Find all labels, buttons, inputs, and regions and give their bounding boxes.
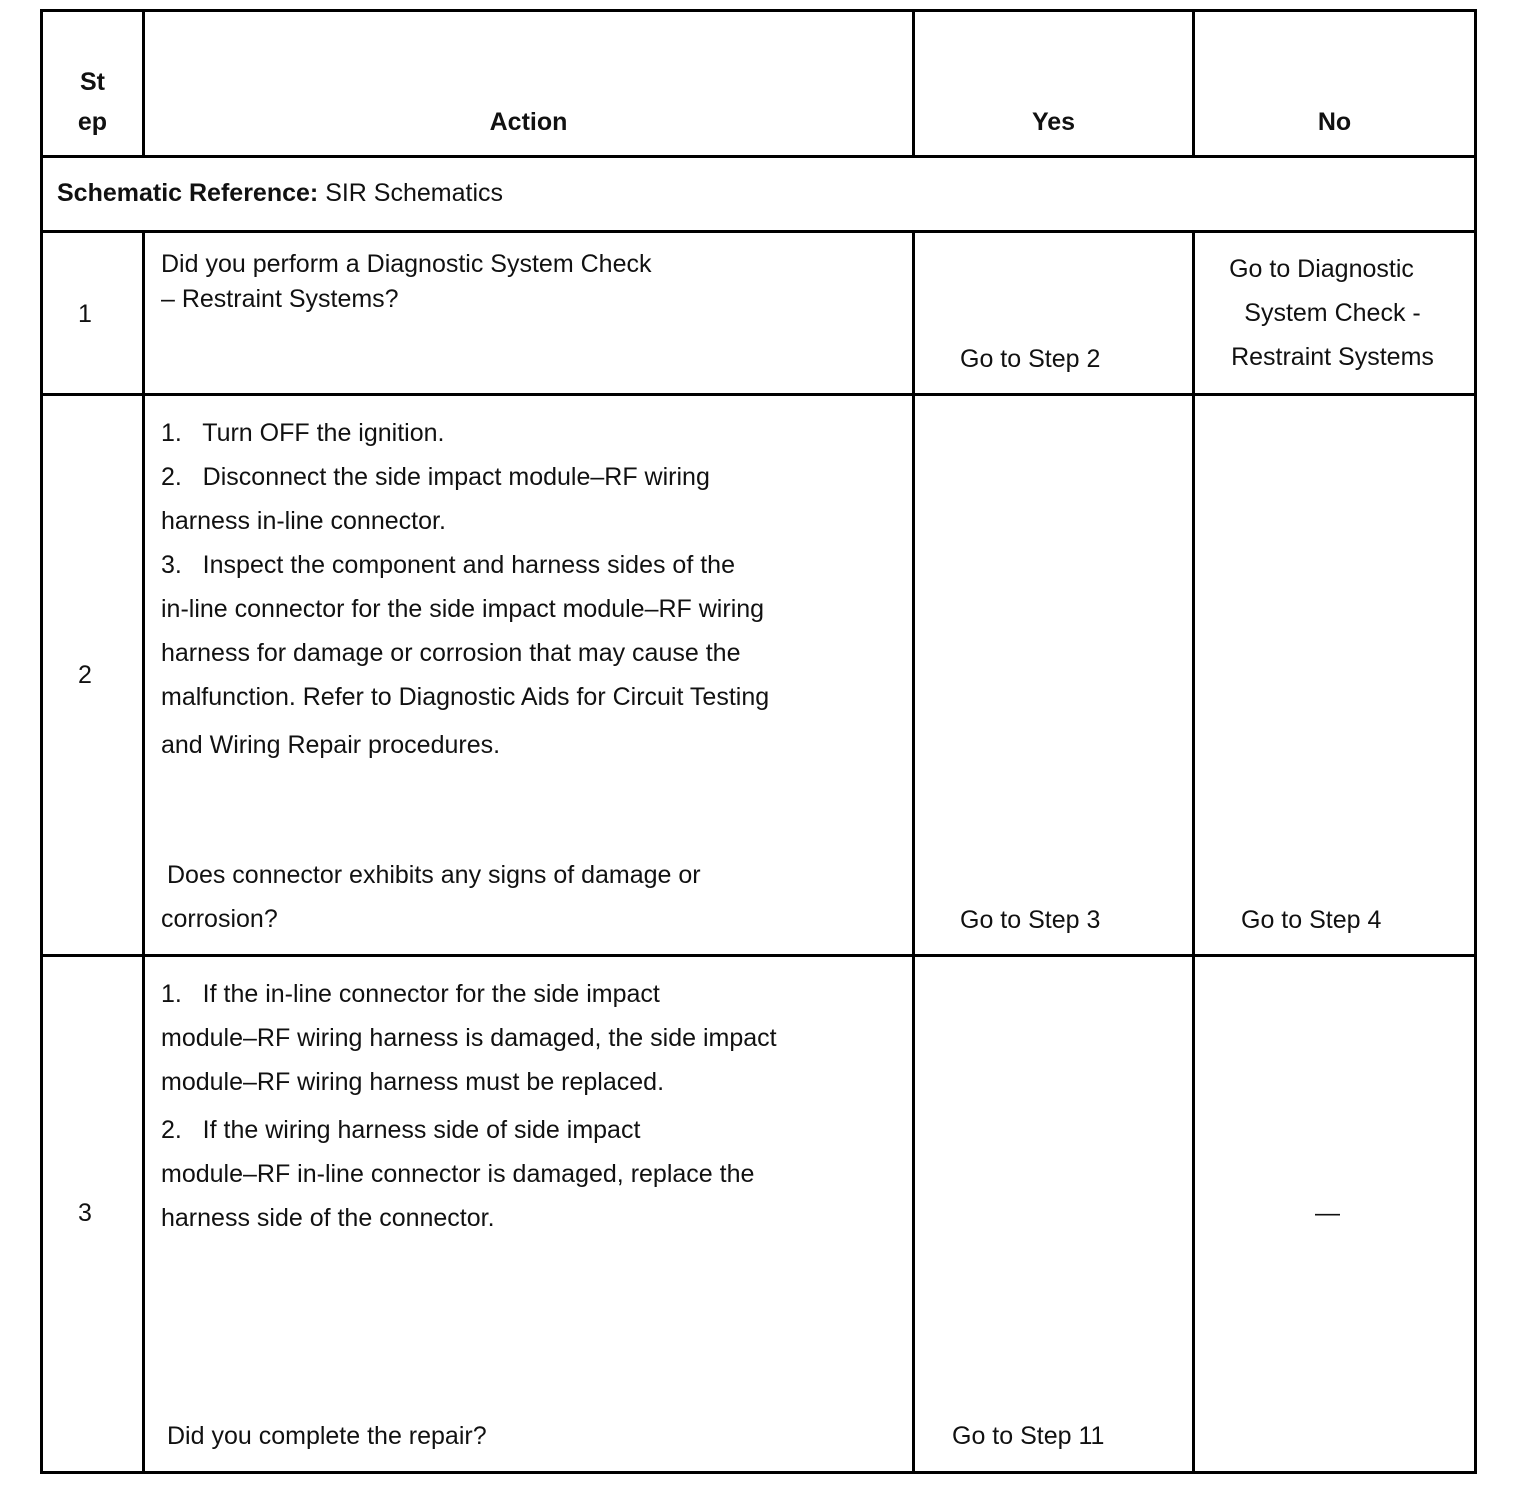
header-step: [40, 62, 145, 142]
action-cell: [161, 972, 777, 1240]
header-yes: Yes: [1031, 108, 1076, 136]
action-line: malfunction. Refer to Diagnostic Aids for Circuit Testing: [161, 683, 770, 711]
action-line: harness for damage or corrosion that may cause the: [161, 639, 741, 667]
header-no: No: [1317, 108, 1352, 136]
no-result: [1195, 247, 1470, 379]
action-line: 2. If the wiring harness side of side impact: [161, 1116, 641, 1144]
schematic-divider: [40, 230, 1477, 233]
table-border-left: [40, 9, 43, 1474]
no-result: Go to Step 4: [1241, 906, 1382, 934]
step-number: 1: [78, 300, 92, 328]
yes-result: Go to Step 2: [960, 345, 1101, 373]
no-result-line: Go to Diagnostic: [1229, 255, 1414, 283]
action-cell: [161, 247, 651, 317]
step-number: 3: [78, 1199, 92, 1227]
action-line: Did you perform a Diagnostic System Check: [161, 250, 652, 278]
no-result: —: [1315, 1199, 1340, 1227]
diagnostic-table: [40, 9, 1477, 1474]
yes-result: Go to Step 11: [952, 1422, 1105, 1450]
row-2-divider: [40, 954, 1477, 957]
action-question: [161, 853, 701, 941]
action-line: module–RF in-line connector is damaged, replace the: [161, 1160, 755, 1188]
schematic-reference: [57, 171, 503, 215]
row-1-divider: [40, 393, 1477, 396]
step-number: 2: [78, 661, 92, 689]
header-step-line: St: [80, 68, 105, 96]
action-line: 3. Inspect the component and harness sides of the: [161, 551, 735, 579]
action-line: harness side of the connector.: [161, 1204, 495, 1232]
action-line: 1. Turn OFF the ignition.: [161, 419, 445, 447]
no-result-line: System Check -: [1244, 299, 1421, 327]
table-border-bottom: [40, 1471, 1477, 1474]
table-border-right: [1474, 9, 1477, 1474]
header-step-line: ep: [77, 108, 108, 136]
yes-column-divider: [1192, 230, 1195, 1474]
action-line: module–RF wiring harness must be replaced.: [161, 1068, 665, 1096]
action-line: module–RF wiring harness is damaged, the side impact: [161, 1024, 777, 1052]
schematic-reference-value: SIR Schematics: [325, 179, 504, 207]
action-cell: [161, 411, 769, 767]
no-result-line: Restraint Systems: [1231, 343, 1434, 371]
header-divider: [40, 155, 1477, 158]
yes-result: Go to Step 3: [960, 906, 1101, 934]
action-line: 1. If the in-line connector for the side impact: [161, 980, 660, 1008]
action-line: in-line connector for the side impact module–RF wiring: [161, 595, 765, 623]
action-line: – Restraint Systems?: [161, 285, 399, 313]
action-column-divider: [912, 230, 915, 1474]
action-line: and Wiring Repair procedures.: [161, 731, 501, 759]
question-line: corrosion?: [161, 905, 278, 933]
action-question: Did you complete the repair?: [167, 1422, 487, 1450]
header-action: Action: [489, 108, 568, 136]
table-border-top: [40, 9, 1477, 12]
schematic-reference-label: Schematic Reference:: [57, 179, 319, 207]
question-line: Does connector exhibits any signs of damage or: [167, 861, 701, 889]
action-line: harness in-line connector.: [161, 507, 446, 535]
step-column-divider: [142, 230, 145, 1474]
action-line: 2. Disconnect the side impact module–RF wiring: [161, 463, 710, 491]
